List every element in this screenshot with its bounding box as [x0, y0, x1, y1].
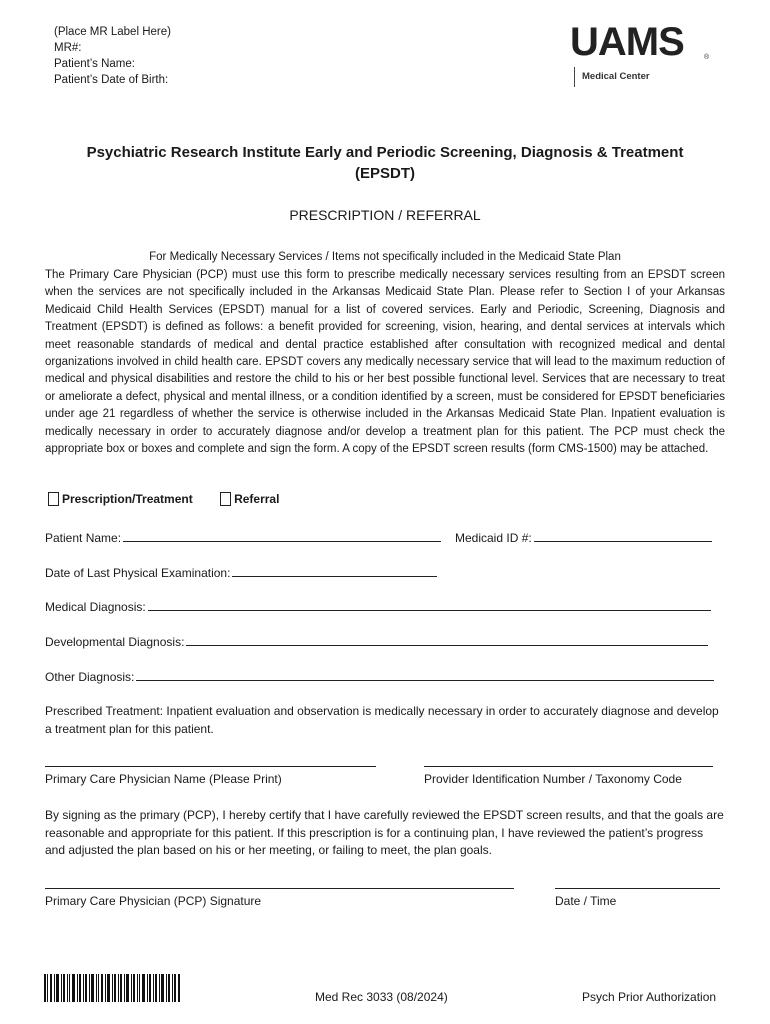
- medical-diagnosis-field: [45, 598, 711, 614]
- service-type-checkboxes: [48, 492, 303, 509]
- date-time-input[interactable]: [555, 888, 720, 889]
- other-diagnosis-label: Other Diagnosis:: [45, 670, 135, 684]
- pcp-name-label: Primary Care Physician Name (Please Print): [45, 772, 282, 786]
- mr-label-block: [54, 24, 171, 88]
- form-title: Psychiatric Research Institute Early and Periodic Screening, Diagnosis & Treatment (EPSDT): [86, 144, 684, 182]
- last-exam-input[interactable]: [232, 564, 437, 577]
- logo-wordmark: UAMS: [570, 20, 684, 64]
- pcp-signature-label: Primary Care Physician (PCP) Signature: [45, 894, 262, 908]
- checkbox-square-icon[interactable]: [220, 492, 231, 506]
- medicaid-id-input[interactable]: [534, 529, 712, 542]
- provider-id-input[interactable]: [424, 766, 713, 767]
- medicaid-id-field: [455, 529, 712, 545]
- prescription-checkbox[interactable]: [48, 492, 193, 506]
- developmental-diagnosis-input[interactable]: [186, 633, 708, 646]
- mr-label-placeholder: (Place MR Label Here): [54, 26, 171, 38]
- provider-id-label: Provider Identification Number / Taxonomy Code: [424, 772, 682, 786]
- form-number: Med Rec 3033 (08/2024): [315, 990, 448, 1004]
- patient-dob-label: Patient’s Date of Birth:: [54, 74, 169, 86]
- uams-logo: [570, 20, 720, 90]
- patient-name-field: [45, 529, 441, 545]
- pcp-name-input[interactable]: [45, 766, 376, 767]
- mr-number-label: MR#:: [54, 42, 82, 54]
- form-category: Psych Prior Authorization: [582, 990, 717, 1004]
- developmental-diagnosis-field: [45, 633, 708, 649]
- checkbox-square-icon[interactable]: [48, 492, 59, 506]
- date-time-label: Date / Time: [555, 894, 617, 908]
- other-diagnosis-field: [45, 668, 714, 684]
- other-diagnosis-input[interactable]: [136, 668, 714, 681]
- pcp-signature-input[interactable]: [45, 888, 514, 889]
- form-subtitle: PRESCRIPTION / REFERRAL: [289, 207, 481, 223]
- last-exam-field: [45, 564, 437, 580]
- medical-diagnosis-label: Medical Diagnosis:: [45, 600, 146, 614]
- barcode-icon: [44, 974, 180, 1002]
- prescription-checkbox-label: Prescription/Treatment: [62, 492, 193, 506]
- logo-subtitle: Medical Center: [582, 71, 650, 82]
- last-exam-label: Date of Last Physical Examination:: [45, 566, 231, 580]
- logo-registered-mark: ®: [704, 54, 710, 61]
- prescribed-treatment-text: Prescribed Treatment: Inpatient evaluation and observation is medically necessary in order to accurately diagnose and develop a treatment plan for this patient.: [45, 704, 719, 736]
- developmental-diagnosis-label: Developmental Diagnosis:: [45, 635, 185, 649]
- patient-name-label: Patient’s Name:: [54, 58, 135, 70]
- medical-diagnosis-input[interactable]: [148, 598, 711, 611]
- referral-checkbox[interactable]: [220, 492, 279, 506]
- logo-divider: [574, 67, 575, 87]
- medicaid-id-label: Medicaid ID #:: [455, 531, 532, 545]
- certification-text: By signing as the primary (PCP), I hereby certify that I have carefully reviewed the EPSDT screen results, and that the goals are reasonable and appropriate for this patient. If this prescription is for a continuing plan, I have reviewed the patient’s progress and adjusted the plan based on his or her meeting, or failing to meet, the plan goals.: [45, 808, 724, 857]
- intro-paragraph: The Primary Care Physician (PCP) must use this form to prescribe medically necessary services resulting from an EPSDT screen when the services are not specifically included in the Arkansas Medicaid State Plan. Please refer to Section I of your Arkansas Medicaid Child Health Services (EPSDT) manual for a list of covered services. Early and Periodic, Screening, Diagnosis and Treatment (EPSDT) is defined as follows: a benefit provided for screening, vision, hearing, and dental services at intervals which meet reasonable standards of medical and dental practice established after consultation with recognized medical and dental organizations involved in child health care. EPSDT covers any medically necessary service that will lead to the maximum reduction of medical and physical disabilities and restore the child to his or her best possible functional level. Services that are necessary to treat or ameliorate a defect, physical and mental illness, or a condition identified by a screen, must be considered for EPSDT beneficiaries under age 21 regardless of whether the service is otherwise included in the Arkansas Medicaid State Plan. Inpatient evaluation is medically necessary in order to accurately diagnose and/or develop a treatment plan for this patient. The PCP must check the appropriate box or boxes and complete and sign the form. A copy of the EPSDT screen results (form CMS-1500) may be attached.: [45, 269, 725, 456]
- patient-name-input[interactable]: [123, 529, 441, 542]
- referral-checkbox-label: Referral: [234, 492, 280, 506]
- patient-name-field-label: Patient Name:: [45, 531, 122, 545]
- intro-heading: For Medically Necessary Services / Items not specifically included in the Medicaid State Plan: [149, 251, 621, 263]
